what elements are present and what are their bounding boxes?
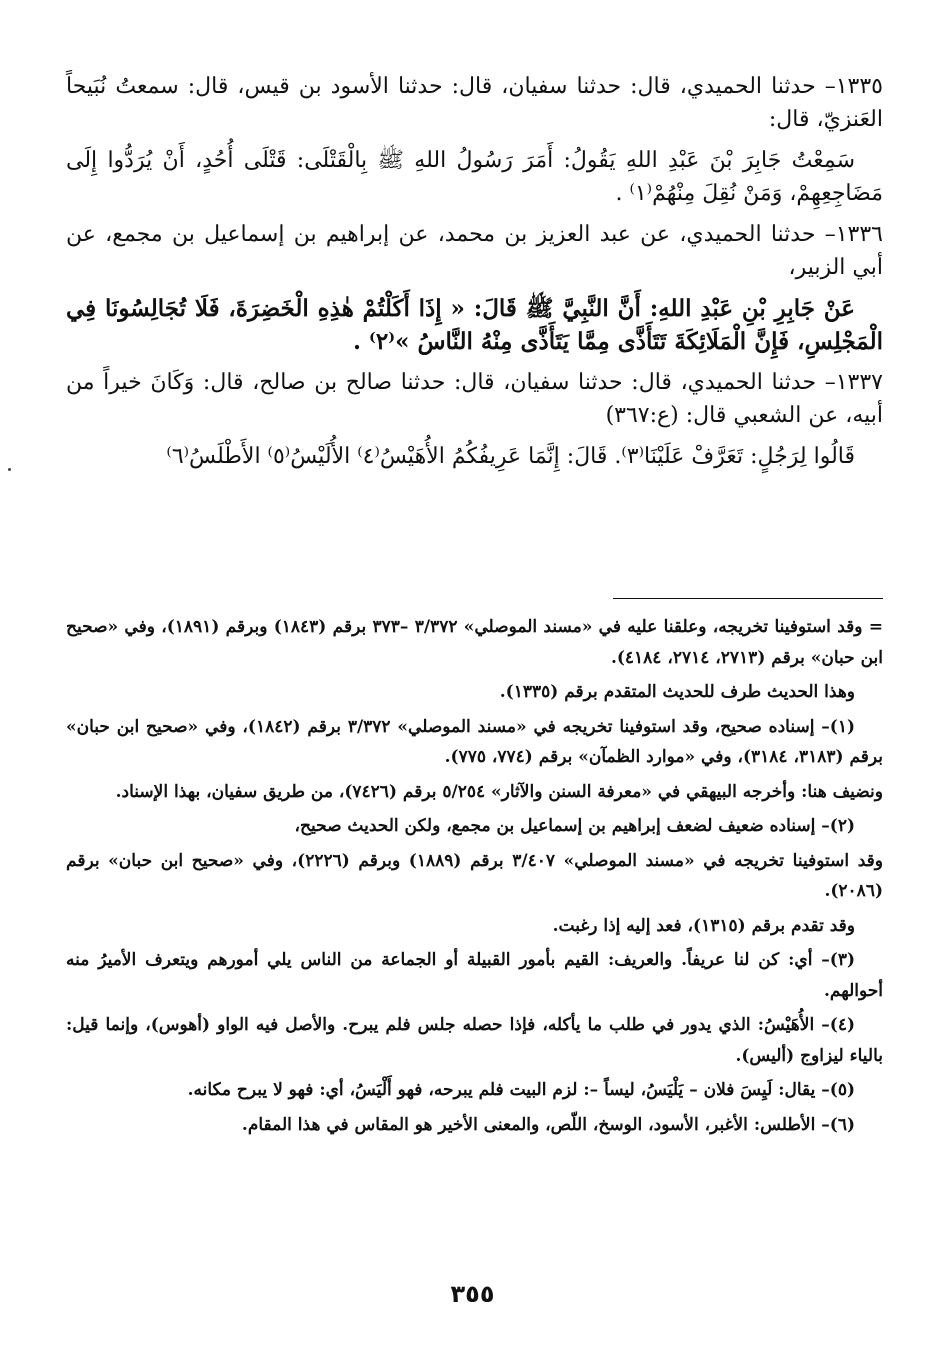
footnote-divider bbox=[613, 598, 883, 599]
hadith-1336-text: عَنْ جَابِرِ بْنِ عَبْدِ اللهِ: أَنَّ النَّبِيَّ ﷺ قَالَ: « إِذَا أَكَلْتُمْ هٰذِهِ الْخَضِرَةَ، فَلَا تُجَالِسُونَا فِي الْمَجْلِسِ، فَإِنَّ الْمَلَائِكَةَ تَتَأَذَّى مِمَّا يَتَأَذَّى مِنْهُ النَّاسُ »⁽٢⁾ . bbox=[66, 295, 883, 355]
hadith-1337-chain: ١٣٣٧– حدثنا الحميدي، قال: حدثنا سفيان، قال: حدثنا صالح بن صالح، قال: وَكَانَ خيراً من أبيه، عن الشعبي قال: (ع:٣٦٧) bbox=[66, 370, 883, 428]
footnote-3: (٣)– أي: كن لنا عريفاً. والعريف: القيم بأمور القبيلة أو الجماعة من الناس يلي أمورهم ويتعرف الأميرُ منه أحوالهم. bbox=[66, 950, 883, 1001]
footnote-2: (٢)– إسناده ضعيف لضعف إبراهيم بن إسماعيل بن مجمع، ولكن الحديث صحيح، bbox=[294, 816, 855, 836]
hadith-main-text bbox=[66, 70, 883, 481]
page-number: ٣٥٥ bbox=[450, 1280, 495, 1308]
footnote-continuation: = وقد استوفينا تخريجه، وعلقنا عليه في «مسند الموصلي» ٣/٣٧٢ –٣٧٣ برقم (١٨٤٣) وبرقم (١٨٩١)، وفي «صحيح ابن حبان» برقم (٢٧١٣، ٢٧١٤، ٤١٨٤). bbox=[66, 617, 884, 668]
footnote-continuation-note: وهذا الحديث طرف للحديث المتقدم برقم (١٣٣٥). bbox=[499, 682, 855, 702]
footnote-6: (٦)– الأطلس: الأغبر، الأسود، الوسخ، اللّص، والمعنى الأخير هو المقاس في هذا المقام. bbox=[241, 1114, 855, 1135]
footnote-1-addition: ونضيف هنا: وأخرجه البيهقي في «معرفة السنن والآثار» ٥/٢٥٤ برقم (٧٤٢٦)، من طريق سفيان، بهذا الإسناد. bbox=[115, 781, 883, 802]
footnote-5: (٥)– يقال: لَيِسَ فلان – يَلْيَسُ، ليساً –: لزم البيت فلم يبرحه، فهو أَلْيَسُ، أي: فهو لا يبرح مكانه. bbox=[187, 1080, 855, 1100]
hadith-1337-text: قَالُوا لِرَجُلٍ: تَعَرَّفْ عَلَيْنَا⁽٣⁾. قَالَ: إِنَّمَا عَرِيفُكُمُ الأُهَيْسُ⁽٤⁾ الأُلَيْسُ⁽٥⁾ الأَطْلَسُ⁽٦⁾ bbox=[166, 444, 855, 469]
hadith-1335-chain: ١٣٣٥– حدثنا الحميدي، قال: حدثنا سفيان، قال: حدثنا الأسود بن قيس، قال: سمعتُ نُبَيحاً العَنزيّ، قال: bbox=[66, 74, 883, 132]
footnote-2-reference: وقد تقدم برقم (١٣١٥)، فعد إليه إذا رغبت. bbox=[552, 915, 855, 936]
hadith-1335-text: سَمِعْتُ جَابِرَ بْنَ عَبْدِ اللهِ يَقُولُ: أَمَرَ رَسُولُ اللهِ ﷺ بِالْقَتْلَى: قَتْلَى أُحُدٍ، أَنْ يُرَدُّوا إِلَى مَضَاجِعِهِمْ، وَمَنْ نُقِلَ مِنْهُمْ⁽١⁾ . bbox=[66, 148, 883, 206]
margin-dot bbox=[8, 468, 11, 471]
footnote-4: (٤)– الأُهَيْسُ: الذي يدور في طلب ما يأكله، فإذا حصله جلس فلم يبرح. والأصل فيه الواو (أهوس)، وإنما قيل: بالياء ليزاوج (أليس). bbox=[66, 1015, 883, 1066]
footnotes bbox=[66, 612, 883, 1144]
footnote-1: (١)– إسناده صحيح، وقد استوفينا تخريجه في «مسند الموصلي» ٣/٣٧٢ برقم (١٨٤٢)، وفي «صحيح ابن حبان» برقم (٣١٨٣، ٣١٨٤)، وفي «موارد الظمآن» برقم (٧٧٤، ٧٧٥). bbox=[66, 716, 883, 767]
footnote-2-takhrij: وقد استوفينا تخريجه في «مسند الموصلي» ٣/٤٠٧ برقم (١٨٨٩) وبرقم (٢٢٢٦)، وفي «صحيح ابن حبان» برقم (٢٠٨٦). bbox=[66, 850, 883, 901]
hadith-1336-chain: ١٣٣٦– حدثنا الحميدي، عن عبد العزيز بن محمد، عن إبراهيم بن إسماعيل بن مجمع، عن أبي الزبير، bbox=[66, 222, 883, 280]
